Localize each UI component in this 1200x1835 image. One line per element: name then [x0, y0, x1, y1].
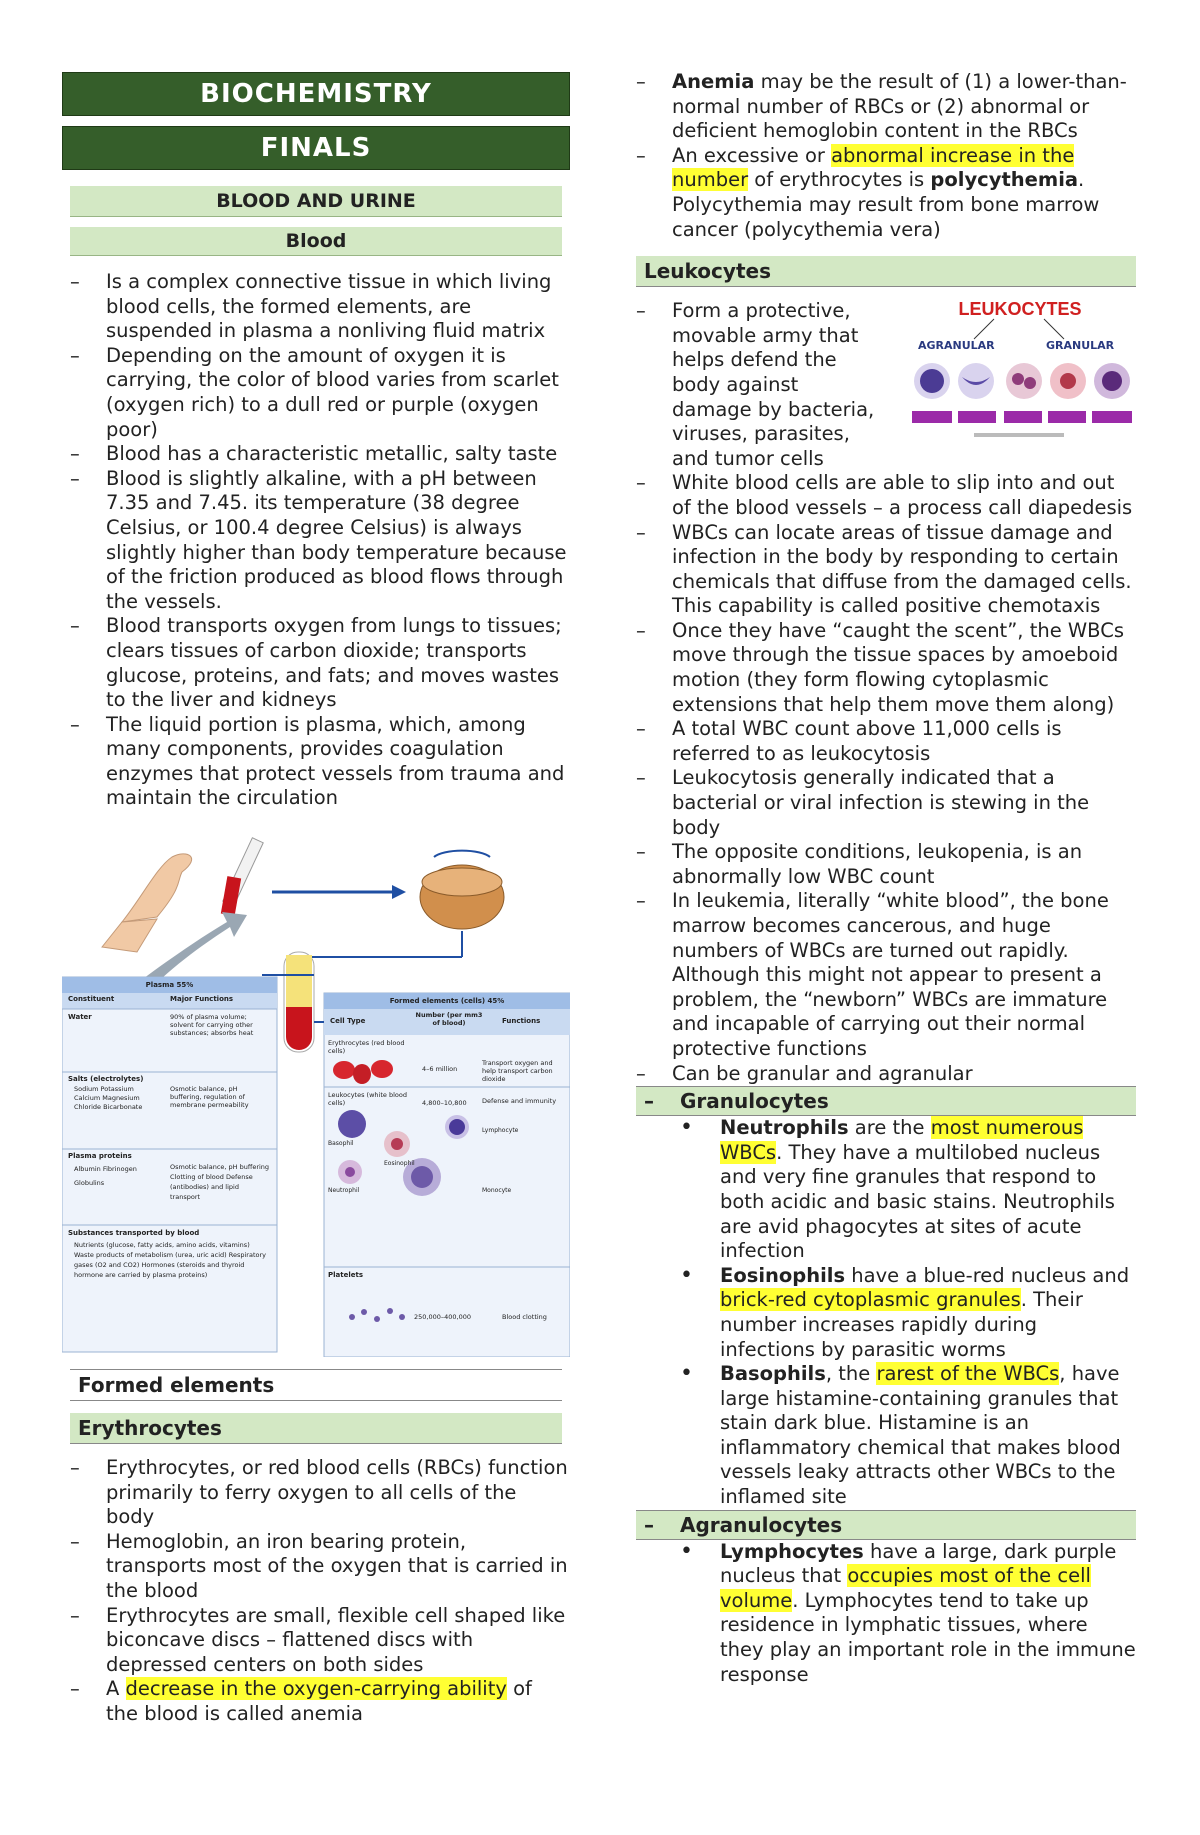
highlight: abnormal increase in the number — [672, 143, 1075, 192]
transported-label: Substances transported by blood — [68, 1229, 200, 1238]
highlight: most numerous WBCs — [720, 1116, 1084, 1164]
salts-label: Salts (electrolytes) — [68, 1075, 144, 1084]
list-item: – Depending on the amount of oxygen it is carrying, the color of blood varies from scarlet (oxygen rich) to a dull red or purple (oxygen poor) — [70, 344, 570, 442]
leuko-fn: Defense and immunity — [482, 1097, 557, 1106]
list-item — [636, 70, 1136, 144]
leukocytes-figure-art — [904, 299, 1136, 449]
list-item: – Once they have “caught the scent”, the WBCs move through the tissue spaces by amoeboid motion (they form flowing cytoplasmic extensions that help them move them along) — [636, 619, 1136, 717]
monocyte-label: Monocyte — [482, 1187, 512, 1195]
salts-list: Sodium Potassium Calcium Magnesium Chloride Bicarbonate — [74, 1085, 143, 1112]
left-column — [62, 72, 570, 1727]
plasma-title: Plasma 55% — [145, 981, 194, 990]
list-item: – White blood cells are able to slip into and out of the blood vessels – a process call diapedesis — [636, 471, 1136, 520]
term: Lymphocytes — [720, 1539, 864, 1563]
list-item: – Is a complex connective tissue in which living blood cells, the formed elements, are suspended in plasma a nonliving fluid matrix — [70, 270, 570, 344]
term: Basophils — [720, 1362, 826, 1386]
proteins-label: Plasma proteins — [68, 1152, 132, 1161]
erythro-label: Erythrocytes (red blood cells) — [328, 1039, 405, 1056]
list-item: – Blood is slightly alkaline, with a pH between 7.35 and 7.45. its temperature (38 degree Celsius, or 100.4 degree Celsius) is always slightly higher than body temperature because of the friction produced as blood flows through the vessels. — [70, 467, 570, 615]
salts-fn: Osmotic balance, pH buffering, regulation of membrane permeability — [170, 1085, 249, 1110]
list-item — [680, 1116, 1136, 1264]
platelets-label: Platelets — [328, 1271, 364, 1280]
text-span: of erythrocytes is — [748, 168, 931, 192]
leukocytes-fig-agranular: AGRANULAR — [918, 339, 995, 353]
highlight: brick-red cytoplasmic granules — [720, 1288, 1021, 1312]
list-item: – Form a protective, movable army that helps defend the body against damage by bacteria, viruses, parasites, and tumor cells — [636, 299, 877, 471]
heading-formed-elements: Formed elements — [70, 1369, 562, 1401]
list-item: – Erythrocytes, or red blood cells (RBCs) function primarily to ferry oxygen to all cells of the body — [70, 1456, 570, 1530]
term: Eosinophils — [720, 1263, 846, 1287]
platelets-num: 250,000–400,000 — [414, 1313, 472, 1322]
list-item — [636, 144, 1136, 242]
term: Anemia — [672, 70, 755, 93]
platelets-fn: Blood clotting — [502, 1313, 547, 1322]
text-span: have a blue-red nucleus and — [845, 1263, 1130, 1287]
list-item — [680, 1264, 1136, 1362]
cell-type-header: Cell Type — [330, 1017, 366, 1026]
heading-leukocytes: Leukocytes — [636, 256, 1136, 287]
highlight: occupies most of the cell volume — [720, 1564, 1091, 1612]
leukocytes-fig-title: LEUKOCYTES — [958, 299, 1082, 320]
heading-erythrocytes: Erythrocytes — [70, 1413, 562, 1444]
leukocytes-figure — [904, 299, 1136, 449]
text-span: . Polycythemia may result from bone marrow cancer (polycythemia vera) — [672, 168, 1100, 241]
list-item: – The opposite conditions, leukopenia, is an abnormally low WBC count — [636, 840, 1136, 889]
text-span: may be the result of (1) a lower-than-normal number of RBCs or (2) abnormal or deficient hemoglobin content in the RBCs — [672, 70, 1127, 143]
agranulocytes-list — [636, 1540, 1136, 1688]
term: Neutrophils — [720, 1116, 849, 1140]
text-span: , have large histamine-containing granules that stain dark blue. Histamine is an inflammatory chemical that makes blood vessels leaky attracts other WBCs to the inflamed site — [720, 1362, 1121, 1509]
formed-title: Formed elements (cells) 45% — [389, 997, 505, 1006]
plasma-col1: Constituent — [68, 995, 115, 1004]
list-item — [680, 1540, 1136, 1688]
text-span: , the — [825, 1362, 877, 1386]
title-biochemistry: BIOCHEMISTRY — [62, 72, 570, 116]
text-span: A — [106, 1677, 126, 1701]
highlight: rarest of the WBCs — [876, 1362, 1060, 1386]
number-header: Number (per mm3 of blood) — [415, 1011, 483, 1028]
heading-granulocytes: – Granulocytes — [636, 1086, 1136, 1116]
water-label: Water — [68, 1013, 92, 1022]
plasma-col2: Major Functions — [170, 995, 234, 1004]
transported-list: Nutrients (glucose, fatty acids, amino acids, vitamins) Waste products of metabolism (urea, uric acid) Respiratory gases (O2 and CO2) Hormones (steroids and thyroid hormone are carried by plasma proteins) — [74, 1241, 267, 1280]
functions-header: Functions — [502, 1017, 541, 1026]
list-item: – Hemoglobin, an iron bearing protein, transports most of the oxygen that is carried in the blood — [70, 1530, 570, 1604]
section-heading-blood-urine: BLOOD AND URINE — [70, 186, 562, 217]
erythrocytes-list — [62, 1456, 570, 1727]
list-item: – Blood has a characteristic metallic, salty taste — [70, 442, 570, 467]
title-finals: FINALS — [62, 126, 570, 170]
proteins-list: Albumin Fibrinogen Globulins — [74, 1165, 137, 1188]
text-span: are the — [848, 1116, 931, 1140]
neutrophil-label: Neutrophil — [328, 1187, 360, 1195]
basophil-label: Basophil — [328, 1140, 354, 1148]
list-item: – Leukocytosis generally indicated that a bacterial or viral infection is stewing in the body — [636, 766, 1136, 840]
text-span: . They have a multilobed nucleus and very fine granules that respond to both acidic and basic stains. Neutrophils are avid phagocytes at sites of acute infection — [720, 1140, 1115, 1263]
text-span: have a large, dark purple nucleus that — [720, 1539, 1117, 1588]
list-item: – The liquid portion is plasma, which, among many components, provides coagulation enzymes that protect vessels from trauma and maintain the circulation — [70, 713, 570, 811]
proteins-fn: Osmotic balance, pH buffering Clotting of blood Defense (antibodies) and lipid transport — [170, 1163, 270, 1202]
leukocytes-block — [636, 299, 1136, 1086]
erythro-num: 4–6 million — [422, 1065, 458, 1074]
highlight: decrease in the oxygen-carrying ability — [125, 1677, 507, 1701]
text-span: of the blood is called anemia — [106, 1677, 532, 1725]
right-column — [636, 70, 1136, 1687]
list-item: – Erythrocytes are small, flexible cell shaped like biconcave discs – flattened discs with depressed centers on both sides — [70, 1604, 570, 1678]
granulocytes-list — [636, 1116, 1136, 1510]
leuko-label: Leukocytes (white blood cells) — [328, 1091, 407, 1108]
list-item — [680, 1362, 1136, 1510]
heading-blood: Blood — [70, 227, 562, 256]
list-item: – In leukemia, literally “white blood”, the bone marrow becomes cancerous, and huge numbers of WBCs are turned out rapidly. Although this might not appear to present a problem, the “newborn” WBCs are immature and incapable of carrying out their normal protective functions — [636, 889, 1136, 1061]
blood-composition-diagram — [62, 827, 570, 1357]
heading-agranulocytes: – Agranulocytes — [636, 1510, 1136, 1540]
lymphocyte-label: Lymphocyte — [482, 1127, 519, 1135]
water-fn: 90% of plasma volume; solvent for carrying other substances; absorbs heat — [170, 1013, 254, 1038]
blood-list — [62, 270, 570, 811]
list-item: – Blood transports oxygen from lungs to tissues; clears tissues of carbon dioxide; transports glucose, proteins, and fats; and moves wastes to the liver and kidneys — [70, 614, 570, 712]
anemia-list — [636, 70, 1136, 242]
leuko-num: 4,800–10,800 — [422, 1099, 467, 1108]
list-item: – WBCs can locate areas of tissue damage and infection in the body by responding to certain chemicals that diffuse from the damaged cells. This capability is called positive chemotaxis — [636, 521, 1136, 619]
leukocytes-fig-granular: GRANULAR — [1046, 339, 1115, 353]
text-span: . Their number increases rapidly during infections by parasitic worms — [720, 1288, 1083, 1361]
list-item — [70, 1677, 570, 1726]
term: polycythemia — [930, 168, 1079, 192]
text-span: An excessive or — [672, 143, 832, 167]
list-item: – Can be granular and agranular — [636, 1062, 1136, 1087]
eosinophil-label: Eosinophil — [384, 1160, 415, 1168]
text-span: . Lymphocytes tend to take up residence in lymphatic tissues, where they play an important role in the immune response — [720, 1588, 1136, 1686]
list-item: – A total WBC count above 11,000 cells is referred to as leukocytosis — [636, 717, 1136, 766]
erythro-fn: Transport oxygen and help transport carbon dioxide — [482, 1059, 553, 1084]
